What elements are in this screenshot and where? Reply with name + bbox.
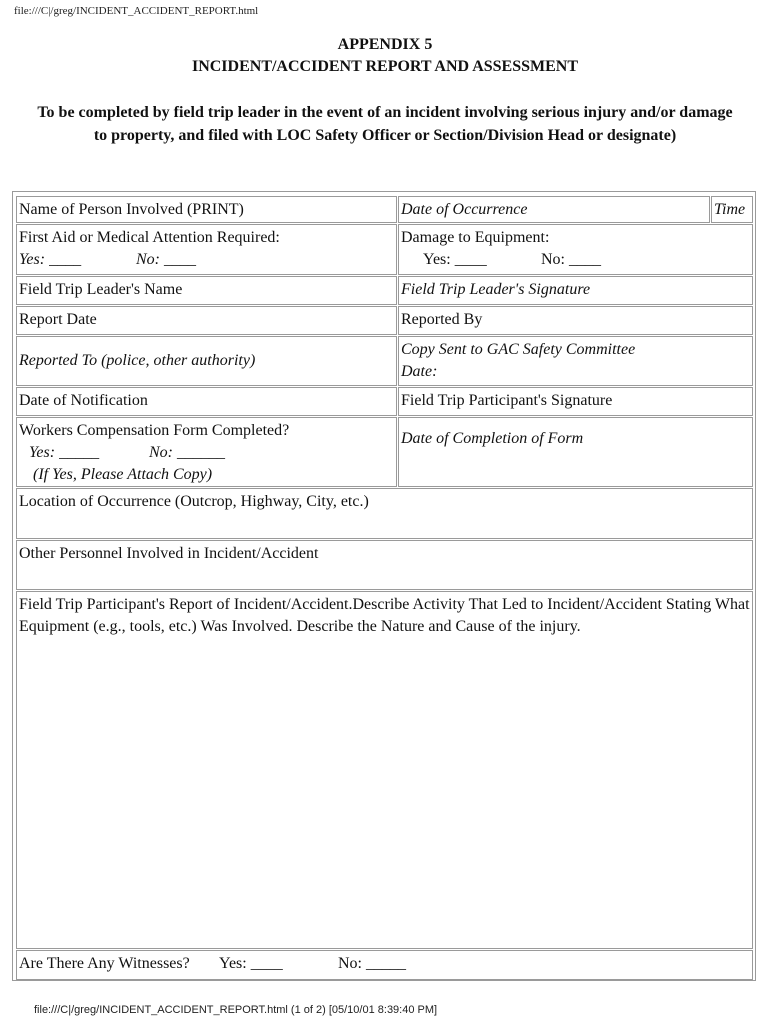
workers-comp-note: (If Yes, Please Attach Copy) [33, 466, 213, 483]
damage-equipment-cell[interactable] [398, 224, 753, 275]
workers-comp-yes: Yes: _____ [29, 444, 100, 461]
witnesses-label: Are There Any Witnesses? [19, 955, 190, 972]
participant-report-cell[interactable] [16, 591, 753, 949]
date-completion-label: Date of Completion of Form [401, 430, 584, 447]
leader-signature-cell[interactable] [398, 276, 753, 305]
appendix-heading: APPENDIX 5 [337, 36, 433, 53]
incident-form-table [12, 191, 756, 981]
other-personnel-label: Other Personnel Involved in Incident/Accident [19, 545, 319, 562]
reported-by-cell[interactable] [398, 306, 753, 335]
leader-name-label: Field Trip Leader's Name [19, 281, 183, 298]
participant-signature-cell[interactable] [398, 387, 753, 416]
workers-comp-no: No: ______ [149, 444, 225, 461]
first-aid-label: First Aid or Medical Attention Required: [19, 229, 280, 246]
report-date-label: Report Date [19, 311, 97, 328]
document-title-block [0, 34, 770, 78]
date-notification-cell[interactable] [16, 387, 397, 416]
witnesses-no: No: _____ [338, 955, 406, 972]
workers-comp-label: Workers Compensation Form Completed? [19, 422, 290, 439]
leader-name-cell[interactable] [16, 276, 397, 305]
first-aid-no: No: ____ [136, 251, 196, 268]
report-title: INCIDENT/ACCIDENT REPORT AND ASSESSMENT [191, 58, 579, 75]
browser-footer: file:///C|/greg/INCIDENT_ACCIDENT_REPORT.html (1 of 2) [05/10/01 8:39:40 PM] [34, 1004, 438, 1016]
date-notification-label: Date of Notification [19, 392, 148, 409]
location-label: Location of Occurrence (Outcrop, Highway, City, etc.) [19, 493, 369, 510]
reported-to-cell[interactable] [16, 336, 397, 386]
instructions-text: To be completed by field trip leader in the event of an incident involving serious injury and/or damage to property, and filed with LOC Safety Officer or Section/Division Head or designate) [37, 104, 733, 144]
copy-sent-date-label: Date: [401, 363, 438, 380]
reported-by-label: Reported By [401, 311, 483, 328]
date-occurrence-label: Date of Occurrence [401, 201, 528, 218]
witnesses-cell[interactable] [16, 950, 753, 980]
leader-signature-label: Field Trip Leader's Signature [401, 281, 591, 298]
damage-yes: Yes: ____ [423, 251, 487, 268]
date-occurrence-cell[interactable] [398, 196, 710, 223]
participant-signature-label: Field Trip Participant's Signature [401, 392, 613, 409]
browser-header-url: file:///C|/greg/INCIDENT_ACCIDENT_REPORT.html [14, 5, 259, 17]
copy-sent-label: Copy Sent to GAC Safety Committee [401, 341, 636, 358]
workers-comp-cell[interactable] [16, 417, 397, 487]
witnesses-yes: Yes: ____ [219, 955, 283, 972]
damage-equipment-label: Damage to Equipment: [401, 229, 550, 246]
name-person-label: Name of Person Involved (PRINT) [19, 201, 244, 218]
report-date-cell[interactable] [16, 306, 397, 335]
other-personnel-cell[interactable] [16, 540, 753, 590]
participant-report-label: Field Trip Participant's Report of Incident/Accident.Describe Activity That Led to Incident/Accident Stating What Equipment (e.g., tools, etc.) Was Involved. Describe the Nature and Cause of the injury. [19, 596, 750, 635]
location-cell[interactable] [16, 488, 753, 539]
time-cell[interactable] [711, 196, 753, 223]
damage-no: No: ____ [541, 251, 601, 268]
name-person-cell[interactable] [16, 196, 397, 223]
reported-to-label: Reported To (police, other authority) [19, 352, 256, 369]
time-label: Time [714, 201, 746, 218]
copy-sent-cell[interactable] [398, 336, 753, 386]
first-aid-yes: Yes: ____ [19, 251, 82, 268]
date-completion-cell[interactable] [398, 417, 753, 487]
first-aid-cell[interactable] [16, 224, 397, 275]
